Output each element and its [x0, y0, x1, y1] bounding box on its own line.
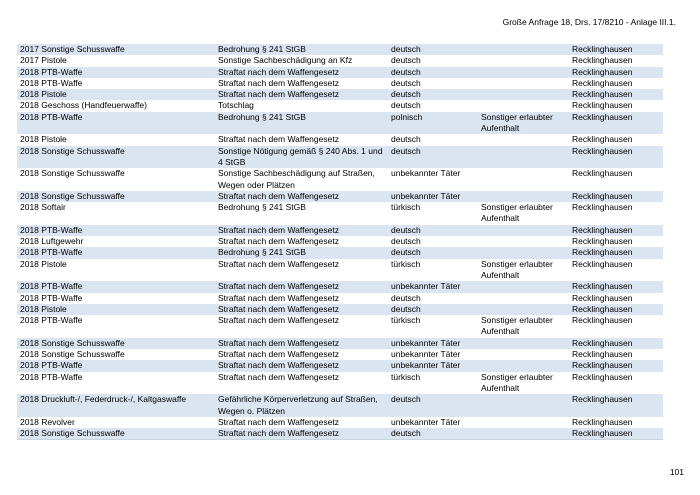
offense-cell: Straftat nach dem Waffengesetz — [218, 292, 339, 303]
table-row — [17, 78, 663, 89]
nationality-cell: deutsch — [391, 89, 421, 100]
district-cell: Recklinghausen — [572, 315, 633, 326]
residence-status-cell — [478, 304, 569, 315]
offense-cell: Straftat nach dem Waffengesetz — [218, 281, 339, 292]
nationality-cell: deutsch — [391, 428, 421, 439]
offense-cell: Straftat nach dem Waffengesetz — [218, 315, 339, 326]
table-row — [17, 293, 663, 304]
page-header: Große Anfrage 18, Drs. 17/8210 - Anlage III.1. — [502, 17, 676, 27]
table-row — [17, 191, 663, 202]
table-row — [17, 281, 663, 292]
nationality-cell: deutsch — [391, 66, 421, 77]
district-cell: Recklinghausen — [572, 258, 633, 269]
residence-status-cell — [478, 225, 569, 236]
weapon-type-cell: 2018 PTB-Waffe — [20, 281, 83, 292]
weapon-type-cell: 2018 Sonstige Schusswaffe — [20, 190, 125, 201]
nationality-cell: unbekannter Täter — [391, 190, 461, 201]
weapon-type-cell: 2018 PTB-Waffe — [20, 371, 83, 382]
residence-status-cell — [478, 394, 569, 417]
table-row — [17, 338, 663, 349]
nationality-cell: deutsch — [391, 77, 421, 88]
table-row — [17, 428, 663, 439]
residence-status-cell: Sonstiger erlaubter Aufenthalt — [481, 111, 553, 134]
offense-cell: Straftat nach dem Waffengesetz — [218, 89, 339, 100]
table-row — [17, 394, 663, 417]
table-row — [17, 112, 663, 135]
district-cell: Recklinghausen — [572, 89, 633, 100]
residence-status-cell — [478, 100, 569, 111]
nationality-cell: polnisch — [391, 111, 423, 122]
residence-status-cell — [478, 293, 569, 304]
residence-status-cell — [478, 55, 569, 66]
offense-cell: Sonstige Sachbeschädigung an Kfz — [218, 55, 353, 66]
district-cell: Recklinghausen — [572, 416, 633, 427]
offense-cell: Bedrohung § 241 StGB — [218, 247, 306, 258]
district-cell: Recklinghausen — [572, 100, 633, 111]
nationality-cell: deutsch — [391, 44, 421, 54]
weapon-type-cell: 2018 Sonstige Schusswaffe — [20, 428, 125, 439]
nationality-cell: deutsch — [391, 134, 421, 145]
offense-cell: Straftat nach dem Waffengesetz — [218, 258, 339, 269]
weapon-type-cell: 2018 PTB-Waffe — [20, 360, 83, 371]
district-cell: Recklinghausen — [572, 190, 633, 201]
weapon-type-cell: 2018 PTB-Waffe — [20, 111, 83, 122]
offense-cell: Straftat nach dem Waffengesetz — [218, 371, 339, 382]
weapon-type-cell: 2018 Pistole — [20, 134, 67, 145]
district-cell: Recklinghausen — [572, 394, 633, 405]
district-cell: Recklinghausen — [572, 44, 633, 54]
nationality-cell: türkisch — [391, 315, 421, 326]
offense-cell: Bedrohung § 241 StGB — [218, 111, 306, 122]
district-cell: Recklinghausen — [572, 55, 633, 66]
offense-cell: Straftat nach dem Waffengesetz — [218, 224, 339, 235]
weapon-type-cell: 2018 Pistole — [20, 258, 67, 269]
table-row — [17, 134, 663, 145]
residence-status-cell — [478, 134, 569, 145]
weapon-type-cell: 2017 Sonstige Schusswaffe — [20, 44, 125, 54]
district-cell: Recklinghausen — [572, 145, 633, 156]
data-table — [17, 44, 663, 440]
table-row — [17, 259, 663, 282]
offense-cell: Bedrohung § 241 StGB — [218, 202, 306, 213]
nationality-cell: unbekannter Täter — [391, 349, 461, 360]
table-row — [17, 55, 663, 66]
residence-status-cell — [478, 247, 569, 258]
district-cell: Recklinghausen — [572, 247, 633, 258]
nationality-cell: unbekannter Täter — [391, 416, 461, 427]
residence-status-cell — [478, 168, 569, 191]
offense-cell: Sonstige Nötigung gemäß § 240 Abs. 1 und 4 StGB — [218, 145, 383, 167]
weapon-type-cell: 2018 Sonstige Schusswaffe — [20, 349, 125, 360]
weapon-type-cell: 2018 Revolver — [20, 416, 75, 427]
residence-status-cell — [478, 67, 569, 78]
offense-cell: Straftat nach dem Waffengesetz — [218, 337, 339, 348]
weapon-type-cell: 2018 Luftgewehr — [20, 236, 84, 247]
table-row — [17, 349, 663, 360]
weapon-type-cell: 2018 Sonstige Schusswaffe — [20, 168, 125, 179]
nationality-cell: deutsch — [391, 292, 421, 303]
district-cell: Recklinghausen — [572, 134, 633, 145]
nationality-cell: deutsch — [391, 247, 421, 258]
table-row — [17, 44, 663, 55]
offense-cell: Sonstige Sachbeschädigung auf Straßen, Wegen oder Plätzen — [218, 168, 375, 190]
offense-cell: Straftat nach dem Waffengesetz — [218, 303, 339, 314]
district-cell: Recklinghausen — [572, 360, 633, 371]
nationality-cell: unbekannter Täter — [391, 281, 461, 292]
nationality-cell: deutsch — [391, 100, 421, 111]
residence-status-cell — [478, 417, 569, 428]
offense-cell: Straftat nach dem Waffengesetz — [218, 428, 339, 439]
weapon-type-cell: 2018 PTB-Waffe — [20, 247, 83, 258]
district-cell: Recklinghausen — [572, 224, 633, 235]
weapon-type-cell: 2018 PTB-Waffe — [20, 77, 83, 88]
offense-cell: Totschlag — [218, 100, 254, 111]
table-row — [17, 168, 663, 191]
offense-cell: Straftat nach dem Waffengesetz — [218, 349, 339, 360]
offense-cell: Bedrohung § 241 StGB — [218, 44, 306, 54]
district-cell: Recklinghausen — [572, 349, 633, 360]
table-row — [17, 315, 663, 338]
table-row — [17, 236, 663, 247]
district-cell: Recklinghausen — [572, 168, 633, 179]
table-row — [17, 202, 663, 225]
nationality-cell: türkisch — [391, 258, 421, 269]
offense-cell: Straftat nach dem Waffengesetz — [218, 360, 339, 371]
table-row — [17, 89, 663, 100]
weapon-type-cell: 2018 PTB-Waffe — [20, 292, 83, 303]
weapon-type-cell: 2018 Geschoss (Handfeuerwaffe) — [20, 100, 147, 111]
offense-cell: Gefährliche Körperverletzung auf Straßen, Wegen o. Plätzen — [218, 394, 378, 416]
weapon-type-cell: 2017 Pistole — [20, 55, 67, 66]
district-cell: Recklinghausen — [572, 303, 633, 314]
residence-status-cell — [478, 89, 569, 100]
residence-status-cell — [478, 281, 569, 292]
district-cell: Recklinghausen — [572, 292, 633, 303]
residence-status-cell — [478, 428, 569, 439]
residence-status-cell — [478, 360, 569, 371]
nationality-cell: türkisch — [391, 371, 421, 382]
district-cell: Recklinghausen — [572, 202, 633, 213]
weapon-type-cell: 2018 Sonstige Schusswaffe — [20, 337, 125, 348]
nationality-cell: deutsch — [391, 236, 421, 247]
residence-status-cell — [478, 78, 569, 89]
residence-status-cell: Sonstiger erlaubter Aufenthalt — [481, 315, 553, 337]
weapon-type-cell: 2018 PTB-Waffe — [20, 224, 83, 235]
offense-cell: Straftat nach dem Waffengesetz — [218, 134, 339, 145]
nationality-cell: deutsch — [391, 55, 421, 66]
weapon-type-cell: 2018 Pistole — [20, 89, 67, 100]
district-cell: Recklinghausen — [572, 337, 633, 348]
residence-status-cell — [478, 349, 569, 360]
district-cell: Recklinghausen — [572, 236, 633, 247]
weapon-type-cell: 2018 Sonstige Schusswaffe — [20, 145, 125, 156]
nationality-cell: unbekannter Täter — [391, 168, 461, 179]
table-row — [17, 146, 663, 169]
offense-cell: Straftat nach dem Waffengesetz — [218, 66, 339, 77]
nationality-cell: unbekannter Täter — [391, 360, 461, 371]
nationality-cell: unbekannter Täter — [391, 337, 461, 348]
weapon-type-cell: 2018 PTB-Waffe — [20, 66, 83, 77]
page-number: 101 — [669, 467, 684, 477]
nationality-cell: deutsch — [391, 224, 421, 235]
district-cell: Recklinghausen — [572, 281, 633, 292]
weapon-type-cell: 2018 PTB-Waffe — [20, 315, 83, 326]
weapon-type-cell: 2018 Druckluft-/, Federdruck-/, Kaltgaswaffe — [20, 394, 187, 405]
residence-status-cell: Sonstiger erlaubter Aufenthalt — [481, 258, 553, 280]
district-cell: Recklinghausen — [572, 371, 633, 382]
offense-cell: Straftat nach dem Waffengesetz — [218, 190, 339, 201]
table-row — [17, 247, 663, 258]
district-cell: Recklinghausen — [572, 428, 633, 439]
offense-cell: Straftat nach dem Waffengesetz — [218, 77, 339, 88]
residence-status-cell — [478, 338, 569, 349]
district-cell: Recklinghausen — [572, 77, 633, 88]
nationality-cell: deutsch — [391, 145, 421, 156]
table-row — [17, 67, 663, 78]
table-row — [17, 360, 663, 371]
residence-status-cell: Sonstiger erlaubter Aufenthalt — [481, 371, 553, 393]
nationality-cell: deutsch — [391, 303, 421, 314]
table-row — [17, 304, 663, 315]
weapon-type-cell: 2018 Softair — [20, 202, 66, 213]
table-row — [17, 100, 663, 111]
residence-status-cell — [478, 146, 569, 169]
residence-status-cell: Sonstiger erlaubter Aufenthalt — [481, 202, 553, 224]
nationality-cell: deutsch — [391, 394, 421, 405]
residence-status-cell — [478, 191, 569, 202]
table-row — [17, 417, 663, 428]
nationality-cell: türkisch — [391, 202, 421, 213]
residence-status-cell — [478, 236, 569, 247]
residence-status-cell — [478, 44, 569, 55]
district-cell: Recklinghausen — [572, 66, 633, 77]
offense-cell: Straftat nach dem Waffengesetz — [218, 236, 339, 247]
district-cell: Recklinghausen — [572, 111, 633, 122]
offense-cell: Straftat nach dem Waffengesetz — [218, 416, 339, 427]
table-row — [17, 372, 663, 395]
table-row — [17, 225, 663, 236]
weapon-type-cell: 2018 Pistole — [20, 303, 67, 314]
